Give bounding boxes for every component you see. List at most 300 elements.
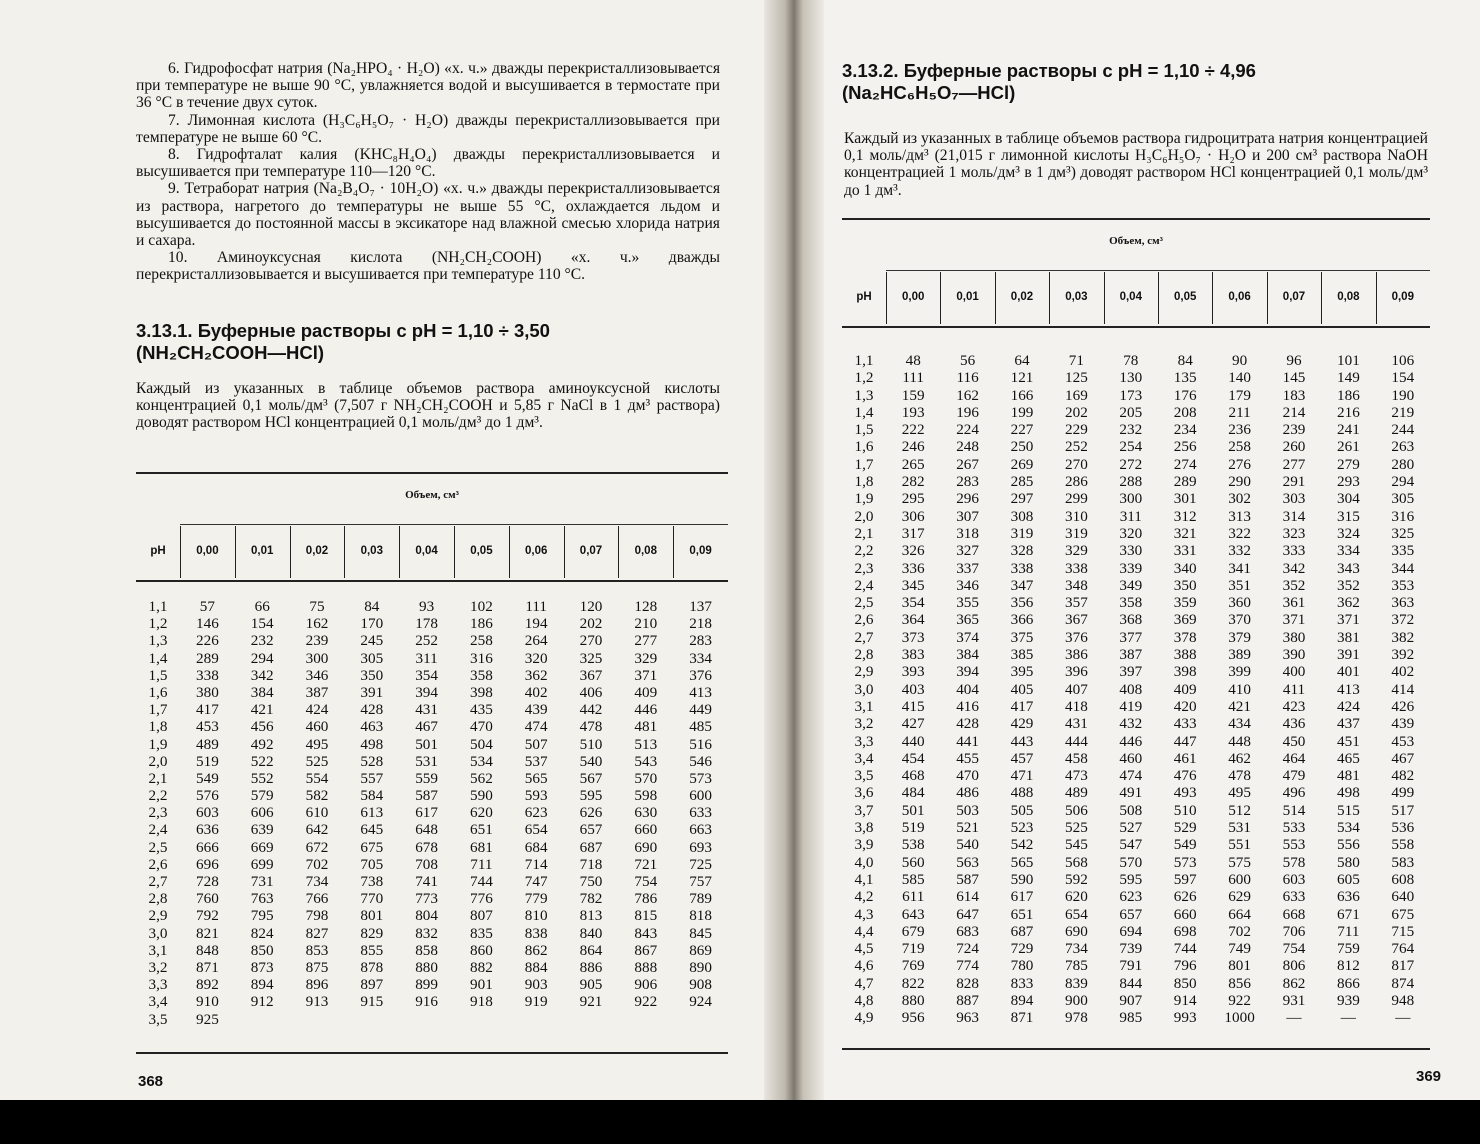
volume-value: 543 [634, 752, 658, 770]
volume-value: 860 [470, 941, 493, 959]
column-header: 0,01 [956, 291, 979, 303]
volume-value: 245 [360, 632, 384, 650]
volume-value: 907 [1119, 991, 1143, 1009]
volume-value: 390 [1282, 646, 1306, 664]
volume-value: 244 [1391, 421, 1415, 439]
volume-value: 719 [901, 940, 925, 958]
volume-value: 371 [634, 666, 658, 684]
volume-value: 409 [1173, 680, 1197, 698]
volume-value: 267 [956, 455, 979, 473]
volume-value: 407 [1065, 680, 1088, 698]
volume-value: 580 [1337, 853, 1360, 871]
volume-value: 698 [1173, 922, 1197, 940]
volume-value: 294 [250, 649, 274, 667]
volume-value: 829 [360, 924, 384, 942]
volume-value: 300 [1119, 490, 1143, 508]
volume-value [344, 1011, 399, 1028]
left-intro-text [136, 60, 720, 284]
volume-value: 562 [470, 769, 493, 787]
table-bottom-rule [842, 1048, 1430, 1050]
volume-value: 332 [1228, 542, 1251, 560]
volume-value: 657 [1119, 905, 1143, 923]
volume-value: 450 [1282, 732, 1306, 750]
volume-value: 801 [1228, 957, 1251, 975]
volume-value: 96 [1286, 352, 1302, 369]
volume-value: 651 [1010, 905, 1034, 923]
volume-value: 922 [1228, 991, 1251, 1009]
volume-value: 376 [689, 666, 712, 684]
volume-value: 563 [956, 853, 979, 871]
volume-value: 434 [1228, 715, 1251, 733]
section-heading-3-13-1 [136, 320, 736, 364]
volume-value: 642 [305, 821, 329, 839]
volume-value: 436 [1282, 715, 1306, 733]
volume-value: 855 [360, 941, 384, 959]
volume-value: 315 [1337, 507, 1360, 525]
volume-value: 471 [1010, 767, 1034, 785]
volume-value: 785 [1065, 957, 1088, 975]
volume-value: 672 [305, 838, 329, 856]
volume-value: 939 [1337, 991, 1360, 1009]
volume-value: 810 [524, 907, 548, 925]
ph-value: 1,8 [148, 718, 168, 736]
volume-value: 250 [1010, 438, 1034, 456]
volume-value: 804 [415, 907, 438, 925]
volume-value: 246 [901, 438, 925, 456]
volume-value: 111 [525, 598, 548, 615]
volume-value: 741 [415, 873, 438, 890]
caption-rule [180, 524, 728, 525]
volume-value: 750 [579, 873, 603, 890]
column-header: 0,00 [902, 291, 925, 303]
volume-value: 668 [1282, 905, 1306, 923]
volume-value: 229 [1065, 421, 1088, 439]
volume-value: 527 [1119, 819, 1143, 837]
volume-value: 812 [1337, 957, 1360, 975]
ph-value: 3,0 [854, 680, 874, 698]
volume-value: 325 [579, 649, 603, 667]
volume-value: 248 [956, 438, 979, 456]
volume-value: 603 [196, 804, 219, 822]
volume-value: 963 [956, 1009, 979, 1027]
volume-value: 362 [1337, 594, 1360, 612]
volume-value [454, 1011, 509, 1028]
volume-value: 522 [250, 752, 274, 770]
volume-value: 384 [250, 683, 274, 701]
volume-value: 290 [1228, 473, 1251, 491]
volume-value: 470 [956, 767, 979, 785]
volume-value: 507 [524, 735, 548, 753]
volume-value: 387 [1119, 646, 1143, 664]
volume-value: 556 [1337, 836, 1360, 854]
volume-value: 75 [309, 598, 325, 615]
volume-value: 871 [1010, 1009, 1034, 1027]
volume-value: 536 [1391, 819, 1415, 837]
column-divider [940, 272, 941, 324]
ph-value: 3,1 [148, 941, 168, 959]
volume-value: 389 [1228, 646, 1251, 664]
volume-value: 873 [250, 958, 274, 976]
ph-value: 3,2 [854, 715, 874, 733]
volume-value: 478 [579, 718, 603, 736]
ph-value: 2,9 [854, 663, 874, 681]
volume-value: 501 [901, 801, 925, 819]
volume-value: 724 [956, 940, 979, 958]
volume-value: 342 [250, 666, 274, 684]
volume-value: 308 [1010, 507, 1034, 525]
volume-value: 327 [956, 542, 979, 560]
volume-value: 813 [579, 907, 603, 925]
volume-value: 314 [1282, 507, 1306, 525]
column-header: 0,06 [525, 545, 548, 557]
volume-value: 738 [360, 873, 384, 890]
paragraph-7: 7. Лимонная кислота (H₃C₆H₅O₇ · H₂O) дважды перекристаллизовывается при температуре не выше 60 °С. [136, 111, 720, 146]
volume-value: 121 [1010, 369, 1034, 387]
volume-value: 333 [1282, 542, 1306, 560]
volume-value: 678 [415, 838, 438, 856]
volume-value: 305 [360, 649, 384, 667]
volume-value: 798 [305, 907, 329, 925]
column-header: 0,02 [1010, 291, 1034, 303]
volume-value: 451 [1337, 732, 1360, 750]
volume-value: 542 [1010, 836, 1034, 854]
volume-value: 322 [1228, 524, 1251, 542]
volume-value: 633 [1282, 888, 1306, 906]
volume-value: 495 [1228, 784, 1251, 802]
ph-value: 3,1 [854, 697, 874, 715]
volume-value: 392 [1391, 646, 1415, 664]
column-divider [1321, 272, 1322, 324]
volume-value: 193 [901, 403, 925, 421]
volume-value: 479 [1282, 767, 1306, 785]
volume-value: 310 [1065, 507, 1088, 525]
paragraph-6: 6. Гидрофосфат натрия (Na₂HPO₄ · H₂O) «х. ч.» дважды перекристаллизовывается при температуре не выше 90 °С, увлажняется водой и высушивается в термостате при 36 °С в течение двух суток. [136, 60, 720, 112]
volume-value: 595 [579, 787, 603, 805]
ph-value: 2,1 [148, 769, 168, 787]
volume-value: 474 [1119, 767, 1143, 785]
volume-value: 486 [956, 784, 979, 802]
volume-value: 78 [1123, 352, 1139, 369]
volume-value: 760 [196, 890, 219, 908]
volume-value: 626 [1173, 888, 1197, 906]
volume-value: 540 [579, 752, 603, 770]
column-divider [673, 526, 674, 578]
volume-value: 666 [196, 838, 219, 856]
volume-value: 696 [196, 855, 219, 873]
volume-value: 351 [1228, 576, 1251, 594]
volume-value: — [1286, 1009, 1302, 1027]
ph-value: 2,9 [148, 907, 168, 925]
volume-value: 340 [1173, 559, 1197, 577]
volume-value: 226 [196, 632, 219, 650]
volume-value: 319 [1010, 524, 1034, 542]
volume-value: 210 [634, 615, 658, 633]
header-rule [136, 580, 728, 582]
volume-value: 858 [415, 941, 438, 959]
table-top-rule [136, 472, 728, 474]
volume-value: 431 [415, 701, 438, 719]
volume-value: 369 [1173, 611, 1197, 629]
volume-value: 173 [1119, 386, 1143, 404]
volume-value: 538 [901, 836, 925, 854]
volume-value: 320 [524, 649, 548, 667]
volume-value: 598 [634, 787, 658, 805]
volume-value: 202 [1065, 403, 1088, 421]
volume-value: 274 [1173, 455, 1197, 473]
column-header: 0,03 [360, 545, 383, 557]
ph-value: 2,6 [854, 611, 874, 629]
left-table-description: Каждый из указанных в таблице объемов раствора аминоуксусной кислоты концентрацией 0,1 моль/дм³ (7,507 г NH₂CH₂COOH и 5,85 г NaCl в 1 дм³ раствора) доводят раствором HCl концентрацией 0,1 моль/дм³ до 1 дм³. [136, 380, 720, 432]
ph-header: pH [150, 545, 166, 557]
volume-value: 890 [689, 958, 712, 976]
volume-value: 640 [1391, 888, 1415, 906]
ph-value: 2,6 [148, 855, 168, 873]
volume-value: 869 [689, 941, 712, 959]
volume-value: 546 [689, 752, 712, 770]
volume-value: 321 [1173, 524, 1197, 542]
ph-value: 1,4 [854, 403, 874, 421]
volume-value: 744 [1173, 940, 1197, 958]
volume-value: 821 [196, 924, 219, 942]
volume-value: 311 [415, 649, 438, 667]
volume-value: 442 [579, 701, 603, 719]
volume-value: 611 [902, 888, 925, 906]
volume-value: 443 [1010, 732, 1034, 750]
volume-value: 394 [956, 663, 979, 681]
volume-value: 484 [901, 784, 925, 802]
volume-value: 914 [1173, 991, 1197, 1009]
column-header: 0,03 [1065, 291, 1088, 303]
volume-value: 576 [196, 787, 219, 805]
volume-value: 818 [689, 907, 712, 925]
volume-value: 297 [1010, 490, 1034, 508]
volume-value: 931 [1282, 991, 1306, 1009]
volume-value: 397 [1119, 663, 1143, 681]
volume-value: 447 [1173, 732, 1197, 750]
volume-value: 525 [1065, 819, 1088, 837]
volume-value: 498 [360, 735, 384, 753]
ph-value: 2,0 [854, 507, 874, 525]
volume-value: 770 [360, 890, 384, 908]
volume-value: 363 [1391, 594, 1415, 612]
volume-value: 440 [901, 732, 925, 750]
volume-value: 263 [1391, 438, 1415, 456]
volume-value: 782 [579, 890, 603, 908]
volume-value: 749 [1228, 940, 1251, 958]
ph-value: 2,1 [854, 524, 874, 542]
volume-value: 256 [1173, 438, 1197, 456]
volume-value: 806 [1282, 957, 1306, 975]
ph-value: 4,4 [854, 922, 874, 940]
volume-value: 417 [196, 701, 219, 719]
volume-value: 470 [470, 718, 493, 736]
volume-value: 769 [901, 957, 925, 975]
ph-value: 3,9 [854, 836, 874, 854]
volume-value: 866 [1337, 974, 1360, 992]
volume-value: 373 [901, 628, 925, 646]
volume-value: 423 [1282, 697, 1306, 715]
volume-value: 367 [579, 666, 603, 684]
volume-value: 368 [1119, 611, 1143, 629]
volume-value: 729 [1010, 940, 1034, 958]
volume-value: 774 [956, 957, 979, 975]
volume-value: 282 [901, 473, 925, 491]
volume-value: 404 [956, 680, 979, 698]
volume-value: 391 [360, 683, 384, 701]
ph-value: 2,3 [854, 559, 874, 577]
volume-value: 636 [1337, 888, 1360, 906]
volume-value: 371 [1282, 611, 1306, 629]
volume-value: 90 [1232, 352, 1248, 369]
volume-value: 396 [1065, 663, 1088, 681]
volume-value: 899 [415, 976, 438, 994]
volume-value: 764 [1391, 940, 1415, 958]
volume-value: 474 [524, 718, 548, 736]
volume-value: 584 [360, 787, 384, 805]
volume-value: 362 [524, 666, 548, 684]
volume-value: 924 [689, 993, 712, 1011]
volume-value: 493 [1173, 784, 1197, 802]
volume-value [618, 1011, 673, 1028]
volume-value: 529 [1173, 819, 1197, 837]
volume-value: 154 [250, 615, 274, 633]
volume-value: 460 [1119, 749, 1143, 767]
volume-value: 585 [901, 870, 925, 888]
volume-value: 734 [305, 873, 329, 890]
volume-value: 639 [250, 821, 274, 839]
volume-value: 359 [1173, 594, 1197, 612]
volume-value: 565 [1010, 853, 1034, 871]
volume-value: 850 [250, 941, 274, 959]
volume-value: 570 [634, 769, 658, 787]
volume-value: 906 [634, 976, 658, 994]
volume-value: 376 [1065, 628, 1088, 646]
volume-value: 338 [1065, 559, 1088, 577]
column-divider [509, 526, 510, 578]
volume-value: 461 [1173, 749, 1197, 767]
volume-value: 617 [415, 804, 438, 822]
ph-value: 4,5 [854, 940, 874, 958]
volume-value: 261 [1337, 438, 1360, 456]
volume-value: 190 [1391, 386, 1415, 404]
volume-value: — [1395, 1009, 1411, 1027]
volume-value [290, 1011, 345, 1028]
volume-value: 146 [196, 615, 219, 633]
volume-value: 547 [1119, 836, 1143, 854]
volume-value: 850 [1173, 974, 1197, 992]
volume-value: 346 [956, 576, 979, 594]
volume-value: 120 [579, 598, 603, 615]
volume-value: 921 [579, 993, 603, 1011]
volume-value: 468 [901, 767, 925, 785]
column-divider [995, 272, 996, 324]
volume-value: 272 [1119, 455, 1143, 473]
volume-value: 498 [1337, 784, 1360, 802]
volume-value: 346 [305, 666, 329, 684]
volume-value: 270 [1065, 455, 1088, 473]
volume-value: 393 [901, 663, 925, 681]
ph-value: 3,6 [854, 784, 874, 802]
volume-value: 506 [1065, 801, 1088, 819]
volume-value: 349 [1119, 576, 1143, 594]
volume-value: 270 [579, 632, 603, 650]
volume-value: 835 [470, 924, 493, 942]
volume-value: 341 [1228, 559, 1251, 577]
volume-value: 462 [1228, 749, 1251, 767]
volume-value: 575 [1228, 853, 1251, 871]
volume-value: 398 [1173, 663, 1197, 681]
volume-value: 918 [470, 993, 493, 1011]
volume-value: 537 [524, 752, 548, 770]
volume-value: 372 [1391, 611, 1415, 629]
column-header: 0,09 [1391, 291, 1414, 303]
volume-value: 416 [956, 697, 979, 715]
column-divider [1049, 272, 1050, 324]
ph-value: 3,8 [854, 819, 874, 837]
volume-value: 694 [1119, 922, 1143, 940]
volume-value: 232 [1119, 421, 1143, 439]
paragraph-8: 8. Гидрофталат калия (KHC₈H₄O₄) дважды перекристаллизовывается и высушивается при температуре 110—120 °С. [136, 146, 720, 181]
volume-value: 338 [1010, 559, 1034, 577]
volume-value: 801 [360, 907, 384, 925]
volume-value: 355 [956, 594, 979, 612]
volume-value: 352 [1282, 576, 1306, 594]
column-divider [180, 526, 181, 578]
volume-value: 488 [1010, 784, 1034, 802]
volume-value: 252 [415, 632, 438, 650]
heading-title: 3.13.1. Буферные растворы с pH = 1,10 ÷ 3,50 [136, 320, 550, 341]
ph-value: 1,1 [148, 598, 168, 615]
volume-value: 348 [1065, 576, 1088, 594]
volume-value: 545 [1065, 836, 1088, 854]
volume-value: 66 [254, 598, 270, 615]
volume-value: 654 [524, 821, 548, 839]
volume-value: 301 [1173, 490, 1197, 508]
column-divider [886, 272, 887, 324]
volume-value: 343 [1337, 559, 1360, 577]
volume-value: 519 [901, 819, 925, 837]
volume-value: 485 [689, 718, 712, 736]
ph-value: 4,0 [854, 853, 874, 871]
volume-value: 449 [689, 701, 712, 719]
volume-value: 353 [1391, 576, 1415, 594]
volume-value: 792 [196, 907, 219, 925]
ph-value: 1,7 [148, 701, 168, 719]
ph-value: 3,3 [854, 732, 874, 750]
volume-value [509, 1011, 564, 1028]
volume-value: 194 [524, 615, 548, 633]
volume-value: 405 [1010, 680, 1034, 698]
volume-value: 867 [634, 941, 658, 959]
volume-value: 258 [470, 632, 493, 650]
volume-value: 71 [1068, 352, 1084, 369]
volume-value: 56 [960, 352, 976, 369]
volume-value [673, 1011, 728, 1028]
volume-value: 400 [1282, 663, 1306, 681]
volume-value: 528 [360, 752, 384, 770]
volume-value: 286 [1065, 473, 1088, 491]
volume-value: 759 [1337, 940, 1360, 958]
scan-border [0, 1100, 1480, 1144]
volume-value: 675 [360, 838, 384, 856]
volume-value: 424 [1337, 697, 1360, 715]
ph-value: 2,7 [854, 628, 874, 646]
volume-value: 492 [250, 735, 274, 753]
volume-value: 647 [956, 905, 979, 923]
volume-value: 582 [305, 787, 329, 805]
volume-value: 457 [1010, 749, 1034, 767]
volume-value: 660 [1173, 905, 1197, 923]
